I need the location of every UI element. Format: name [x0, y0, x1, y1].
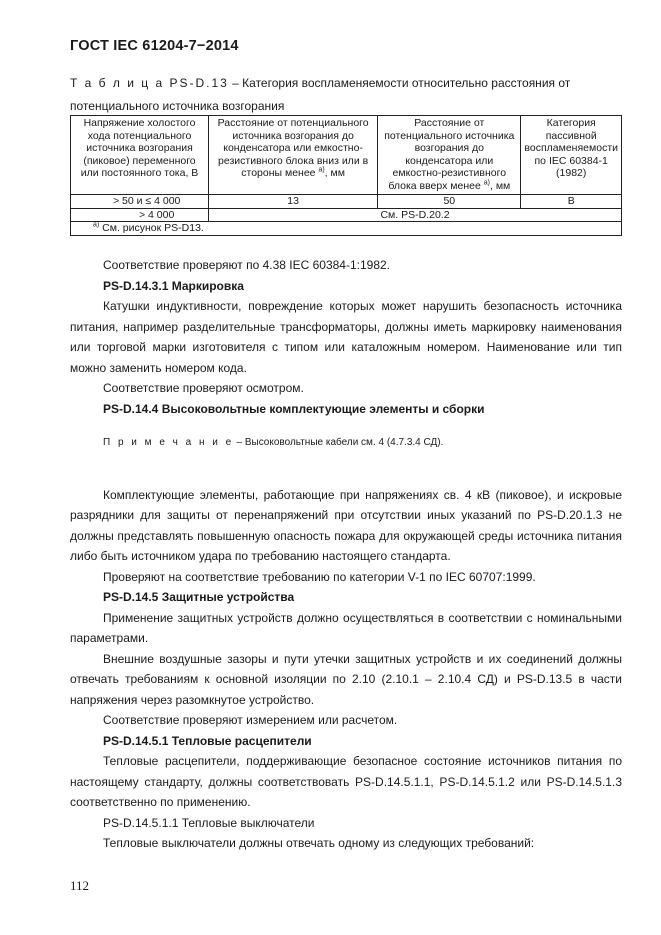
table-caption [70, 72, 622, 118]
paragraph: Тепловые выключатели должны отвечать одному из следующих требований: [103, 836, 535, 850]
header-voltage: Напряжение холостого хода потенциального источника возгорания (пиковое) переменного или постоянного тока, В [71, 116, 209, 195]
paragraph: Внешние воздушные зазоры и пути утечки защитных устройств и их соединений должны отвечать требованиям к основной изоляции по 2.10 (2.10.1 – 2.10.4 СД) и PS-D.13.5 в части напряжения через разомкнутое устройство. [70, 651, 622, 707]
paragraph: Соответствие проверяют осмотром. [103, 381, 304, 395]
cell-category: B [521, 195, 622, 209]
cell-voltage: > 50 и ≤ 4 000 [71, 195, 209, 209]
cell-span-reference: См. PS-D.20.2 [209, 208, 622, 222]
cell-down: 13 [209, 195, 378, 209]
flammability-table [70, 115, 622, 236]
paragraph: PS-D.14.5.1.1 Тепловые выключатели [103, 815, 315, 830]
table-footnote-row [71, 222, 622, 236]
paragraph: Комплектующие элементы, работающие при напряжениях св. 4 кВ (пиковое), и искровые разрядники для защиты от перенапряжений при отсутствии иных указаний по PS-D.20.1.3 не должны представлять повышенную опасность пожара для окружающей среды источника питания либо быть источником удара по требованию настоящего стандарта. [70, 487, 622, 563]
header-note-mark: a) [318, 166, 325, 174]
body-text [70, 255, 622, 854]
table-header-row [71, 116, 622, 195]
document-header: ГОСТ IEC 61204-7−2014 [70, 38, 239, 54]
page-number: 112 [70, 878, 90, 893]
table-footnote: $^{a)}$ См. рисунок PS-D13. [71, 222, 622, 236]
paragraph: Применение защитных устройств должно осуществляться в соответствии с номинальными параметрами. [70, 610, 622, 645]
section-heading: PS-D.14.5 Защитные устройства [103, 590, 295, 604]
cell-voltage: > 4 000 [71, 208, 209, 222]
section-heading: PS-D.14.3.1 Маркировка [103, 278, 244, 293]
paragraph: Проверяют на соответствие требованию по категории V-1 по IEC 60707:1999. [103, 569, 536, 584]
table-row [71, 195, 622, 209]
header-category: Категория пассивной воспламеняемости по IEC 60384-1 (1982) [521, 116, 622, 195]
header-note-mark: a) [483, 179, 490, 186]
cell-up: 50 [378, 195, 521, 209]
paragraph: Тепловые расцепители, поддерживающие безопасное состояние источников питания по настоящему стандарту, должны соответствовать PS-D.14.5.1.1, PS-D.14.5.1.2 или PS-D.14.5.1.3 соответственно по применению. [70, 754, 622, 809]
paragraph: Соответствие проверяют измерением или расчетом. [103, 713, 398, 727]
header-distance-up: Расстояние от потенциального источника возгорания до конденсатора или емкостно-резистивного блока вверх менее $^{a)}$, мм [378, 116, 521, 195]
paragraph: Соответствие проверяют по 4.38 IEC 60384-1:1982. [103, 258, 391, 272]
section-heading: PS-D.14.5.1 Тепловые расцепители [103, 733, 312, 748]
note: П р и м е ч а н и е – Высоковольтные кабели см. 4 (4.7.3.4 СД). [103, 437, 444, 448]
header-distance-down: Расстояние от потенциального источника возгорания до конденсатора или емкостно-резистивного блока вниз или в стороны менее $^{a)}$, мм [209, 116, 378, 195]
table-caption-label: Т а б л и ц а PS-D.13 [70, 76, 229, 90]
table-row [71, 208, 622, 222]
table-caption-text: – Категория воспламеняемости относительно расстояния от потенциального источника возгорания [70, 76, 571, 113]
section-heading: PS-D.14.4 Высоковольтные комплектующие элементы и сборки [103, 401, 485, 416]
paragraph: Катушки индуктивности, повреждение которых может нарушить безопасность источника питания, например разделительные трансформаторы, должны иметь маркировку наименования или торговой марки изготовителя с типом или каталожным номером. Наименование или тип можно заменить номером кода. [70, 299, 622, 375]
